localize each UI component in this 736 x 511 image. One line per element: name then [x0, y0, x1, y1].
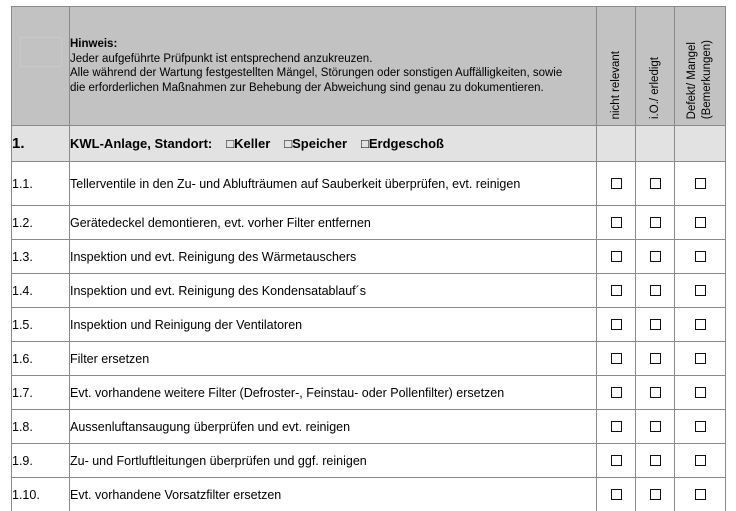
checkbox-nicht-relevant[interactable]	[611, 353, 622, 364]
section-title-label: KWL-Anlage, Standort:	[70, 136, 213, 151]
checkbox-nicht-relevant-cell[interactable]	[597, 376, 636, 410]
checkbox-io-erledigt-cell[interactable]	[636, 342, 675, 376]
checkbox-nicht-relevant[interactable]	[611, 489, 622, 500]
checkbox-defekt-mangel-cell[interactable]	[675, 376, 726, 410]
checkbox-nicht-relevant[interactable]	[611, 285, 622, 296]
checkbox-io-erledigt[interactable]	[650, 455, 661, 466]
row-task-description: Inspektion und evt. Reinigung des Kondensatablauf´s	[70, 274, 597, 308]
column-header-nicht-relevant	[597, 7, 636, 126]
checkbox-defekt-mangel[interactable]	[695, 178, 706, 189]
checkbox-defekt-mangel[interactable]	[695, 421, 706, 432]
checkbox-io-erledigt[interactable]	[650, 251, 661, 262]
checkbox-defekt-mangel[interactable]	[695, 285, 706, 296]
table-row	[12, 162, 726, 206]
checkbox-nicht-relevant[interactable]	[611, 421, 622, 432]
table-row	[12, 478, 726, 511]
checkbox-nicht-relevant[interactable]	[611, 217, 622, 228]
section-cell-nicht-relevant	[597, 126, 636, 162]
section-option-erdgeschoss[interactable]: □Erdgeschoß	[361, 136, 444, 151]
table-row	[12, 206, 726, 240]
checkbox-io-erledigt-cell[interactable]	[636, 410, 675, 444]
checkbox-io-erledigt[interactable]	[650, 489, 661, 500]
row-task-description: Evt. vorhandene Vorsatzfilter ersetzen	[70, 478, 597, 511]
checkbox-defekt-mangel-cell[interactable]	[675, 342, 726, 376]
checkbox-nicht-relevant[interactable]	[611, 387, 622, 398]
section-cell-defekt-mangel	[675, 126, 726, 162]
checkbox-nicht-relevant-cell[interactable]	[597, 444, 636, 478]
row-task-description: Zu- und Fortluftleitungen überprüfen und ggf. reinigen	[70, 444, 597, 478]
section-title-cell	[70, 126, 597, 162]
table-row	[12, 274, 726, 308]
row-task-description: Inspektion und evt. Reinigung des Wärmetauschers	[70, 240, 597, 274]
checkbox-io-erledigt[interactable]	[650, 285, 661, 296]
table-row	[12, 342, 726, 376]
checkbox-defekt-mangel-cell[interactable]	[675, 444, 726, 478]
row-number: 1.7.	[12, 376, 70, 410]
checkbox-defekt-mangel[interactable]	[695, 489, 706, 500]
hinweis-line-2: Alle während der Wartung festgestellten Mängel, Störungen oder sonstigen Auffälligkeiten, sowie	[70, 67, 563, 80]
table-row	[12, 240, 726, 274]
row-number: 1.4.	[12, 274, 70, 308]
row-task-description: Tellerventile in den Zu- und Ablufträumen auf Sauberkeit überprüfen, evt. reinigen	[70, 162, 597, 206]
header-empty-cell	[12, 7, 70, 126]
checkbox-defekt-mangel[interactable]	[695, 251, 706, 262]
table-row	[12, 308, 726, 342]
checkbox-io-erledigt[interactable]	[650, 178, 661, 189]
checkbox-nicht-relevant[interactable]	[611, 178, 622, 189]
checkbox-nicht-relevant[interactable]	[611, 455, 622, 466]
checkbox-io-erledigt-cell[interactable]	[636, 240, 675, 274]
column-header-defekt-mangel	[675, 7, 726, 126]
row-task-description: Evt. vorhandene weitere Filter (Defroster-, Feinstau- oder Pollenfilter) ersetzen	[70, 376, 597, 410]
checkbox-io-erledigt[interactable]	[650, 353, 661, 364]
checkbox-defekt-mangel-cell[interactable]	[675, 274, 726, 308]
row-number: 1.3.	[12, 240, 70, 274]
checkbox-io-erledigt-cell[interactable]	[636, 162, 675, 206]
row-number: 1.2.	[12, 206, 70, 240]
checkbox-defekt-mangel-cell[interactable]	[675, 410, 726, 444]
table-header-row	[12, 7, 726, 126]
checkbox-defekt-mangel-cell[interactable]	[675, 206, 726, 240]
row-task-description: Inspektion und Reinigung der Ventilatoren	[70, 308, 597, 342]
row-number: 1.5.	[12, 308, 70, 342]
checkbox-io-erledigt-cell[interactable]	[636, 478, 675, 511]
column-header-bemerkungen-label: (Bemerkungen)	[701, 39, 713, 119]
checkbox-nicht-relevant-cell[interactable]	[597, 240, 636, 274]
column-header-nicht-relevant-label: nicht relevant	[610, 50, 622, 119]
checkbox-defekt-mangel[interactable]	[695, 319, 706, 330]
checkbox-io-erledigt-cell[interactable]	[636, 274, 675, 308]
checkbox-defekt-mangel-cell[interactable]	[675, 240, 726, 274]
checkbox-nicht-relevant[interactable]	[611, 319, 622, 330]
column-header-io-erledigt	[636, 7, 675, 126]
row-number: 1.6.	[12, 342, 70, 376]
row-number: 1.10.	[12, 478, 70, 511]
table-row	[12, 444, 726, 478]
checkbox-nicht-relevant-cell[interactable]	[597, 162, 636, 206]
checkbox-io-erledigt-cell[interactable]	[636, 206, 675, 240]
hinweis-line-1: Jeder aufgeführte Prüfpunkt ist entsprechend anzukreuzen.	[70, 52, 373, 65]
checklist-table	[11, 6, 726, 511]
checkbox-nicht-relevant-cell[interactable]	[597, 206, 636, 240]
checkbox-io-erledigt[interactable]	[650, 421, 661, 432]
section-cell-io-erledigt	[636, 126, 675, 162]
checkbox-nicht-relevant[interactable]	[611, 251, 622, 262]
row-task-description: Filter ersetzen	[70, 342, 597, 376]
checkbox-defekt-mangel[interactable]	[695, 455, 706, 466]
checkbox-nicht-relevant-cell[interactable]	[597, 342, 636, 376]
checkbox-defekt-mangel-cell[interactable]	[675, 162, 726, 206]
section-option-speicher[interactable]: □Speicher	[284, 136, 348, 151]
column-header-defekt-mangel-label: Defekt/ Mangel	[686, 41, 698, 119]
checkbox-nicht-relevant-cell[interactable]	[597, 274, 636, 308]
checkbox-io-erledigt[interactable]	[650, 217, 661, 228]
hinweis-note-cell	[70, 7, 597, 126]
row-number: 1.8.	[12, 410, 70, 444]
row-task-description: Gerätedeckel demontieren, evt. vorher Filter entfernen	[70, 206, 597, 240]
section-option-keller[interactable]: □Keller	[226, 136, 271, 151]
row-task-description: Aussenluftansaugung überprüfen und evt. reinigen	[70, 410, 597, 444]
row-number: 1.1.	[12, 162, 70, 206]
hinweis-title: Hinweis:	[70, 37, 118, 50]
checkbox-io-erledigt[interactable]	[650, 319, 661, 330]
hinweis-line-3: die erforderlichen Maßnahmen zur Behebung der Abweichung sind genau zu dokumentieren.	[70, 81, 544, 94]
section-number: 1.	[12, 126, 70, 162]
checkbox-defekt-mangel-cell[interactable]	[675, 478, 726, 511]
column-header-io-erledigt-label: i.O./ erledigt	[649, 57, 661, 119]
table-row	[12, 376, 726, 410]
checkbox-io-erledigt-cell[interactable]	[636, 444, 675, 478]
checkbox-nicht-relevant-cell[interactable]	[597, 410, 636, 444]
checkbox-io-erledigt-cell[interactable]	[636, 308, 675, 342]
table-row	[12, 410, 726, 444]
row-number: 1.9.	[12, 444, 70, 478]
checkbox-defekt-mangel[interactable]	[695, 387, 706, 398]
ghost-placeholder-box	[20, 37, 62, 67]
checkbox-defekt-mangel-cell[interactable]	[675, 308, 726, 342]
checkbox-nicht-relevant-cell[interactable]	[597, 478, 636, 511]
checkbox-defekt-mangel[interactable]	[695, 353, 706, 364]
checkbox-defekt-mangel[interactable]	[695, 217, 706, 228]
checkbox-nicht-relevant-cell[interactable]	[597, 308, 636, 342]
checkbox-io-erledigt-cell[interactable]	[636, 376, 675, 410]
section-header-row	[12, 126, 726, 162]
checkbox-io-erledigt[interactable]	[650, 387, 661, 398]
